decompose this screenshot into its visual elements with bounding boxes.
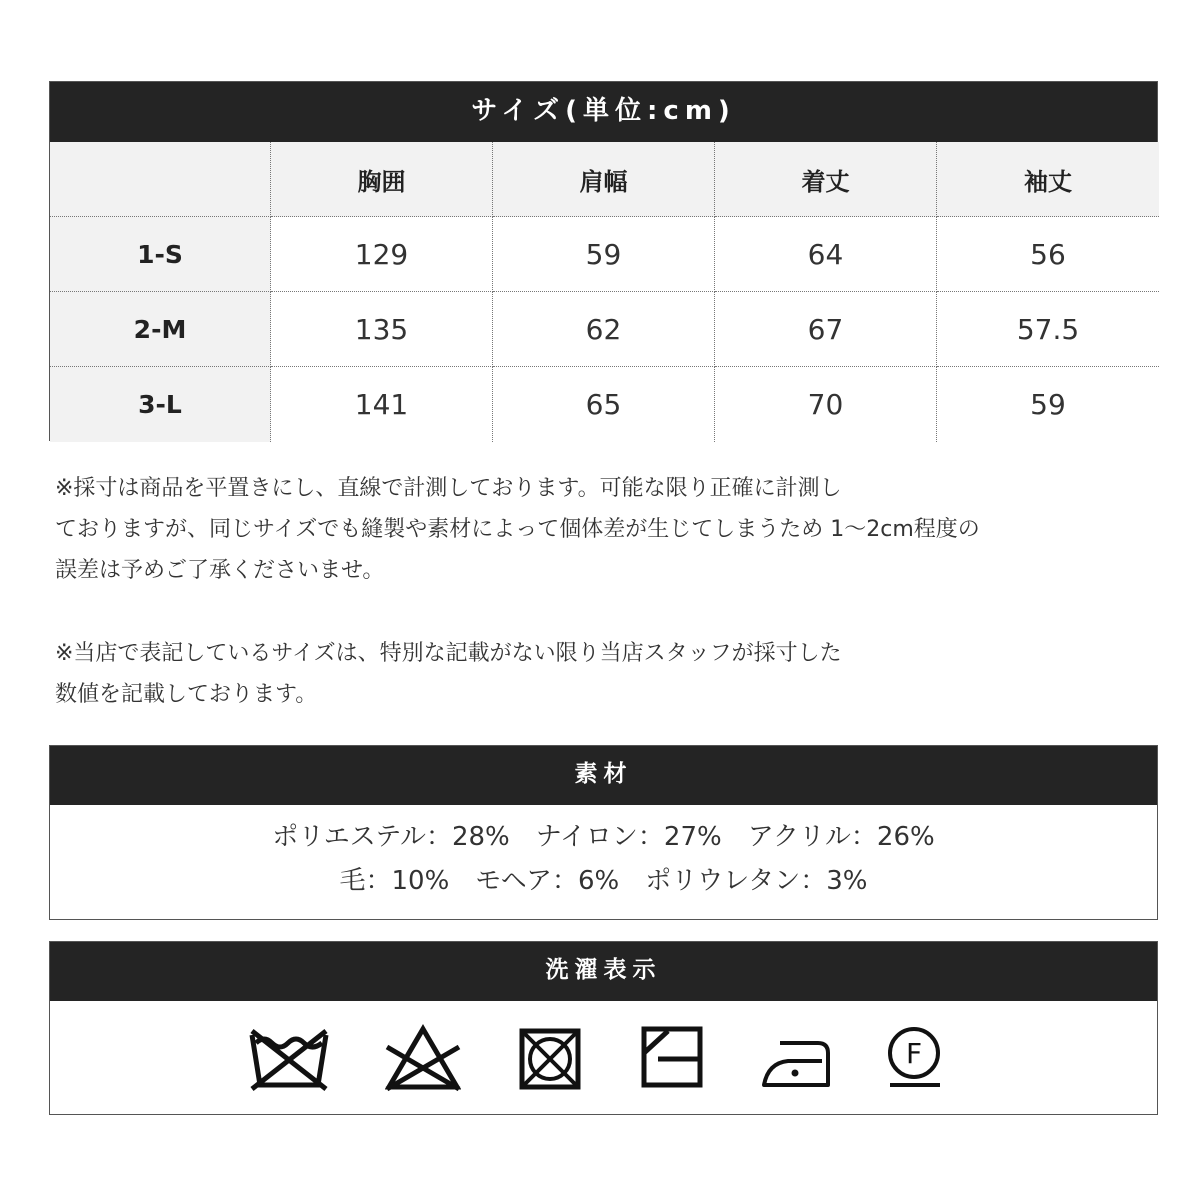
row-size-label: 3-L: [50, 367, 271, 442]
material-line: ポリエステル：28% ナイロン：27% アクリル：26%: [272, 822, 935, 852]
table-cell: 65: [493, 367, 715, 442]
table-cell: 141: [271, 367, 493, 442]
table-cell: 135: [271, 292, 493, 367]
table-cell: 59: [493, 217, 715, 292]
note-line: 誤差は予めご了承くださいませ。: [55, 558, 385, 583]
table-cell: 59: [937, 367, 1159, 442]
dry-clean-letter: F: [905, 1037, 923, 1070]
header-sleeve: 袖丈: [937, 142, 1159, 217]
dry-clean-f-icon: [886, 1023, 946, 1093]
size-table: [49, 81, 1158, 441]
size-table-title: サイズ(単位:cm): [50, 82, 1157, 142]
note-line: ※当店で表記しているサイズは、特別な記載がない限り当店スタッフが採寸した: [55, 641, 842, 666]
size-grid: [50, 142, 1157, 442]
row-size-label: 2-M: [50, 292, 271, 367]
no-wash-icon: [248, 1023, 330, 1093]
note-line: 数値を記載しております。: [55, 682, 318, 707]
table-cell: 64: [715, 217, 937, 292]
material-composition: [50, 805, 1157, 903]
table-cell: 70: [715, 367, 937, 442]
measurement-notes: [55, 468, 1155, 715]
table-cell: 67: [715, 292, 937, 367]
table-cell: 129: [271, 217, 493, 292]
no-bleach-icon: [385, 1023, 461, 1093]
material-box: [49, 745, 1158, 920]
header-chest: 胸囲: [271, 142, 493, 217]
header-length: 着丈: [715, 142, 937, 217]
note-line: ておりますが、同じサイズでも縫製や素材によって個体差が生じてしまうため 1～2cm程度の: [55, 517, 980, 542]
header-shoulder: 肩幅: [493, 142, 715, 217]
table-cell: 57.5: [937, 292, 1159, 367]
note-line: ※採寸は商品を平置きにし、直線で計測しております。可能な限り正確に計測し: [55, 476, 842, 501]
care-icons: [50, 1001, 1157, 1115]
no-tumble-dry-icon: [518, 1023, 582, 1093]
header-corner: [50, 142, 271, 217]
material-line: 毛：10% モヘア：6% ポリウレタン：3%: [339, 866, 868, 896]
row-size-label: 1-S: [50, 217, 271, 292]
table-cell: 62: [493, 292, 715, 367]
line-dry-in-shade-icon: [640, 1023, 704, 1093]
material-title: 素材: [50, 746, 1157, 805]
care-title: 洗濯表示: [50, 942, 1157, 1001]
table-cell: 56: [937, 217, 1159, 292]
iron-low-icon: [758, 1023, 834, 1093]
care-box: [49, 941, 1158, 1115]
